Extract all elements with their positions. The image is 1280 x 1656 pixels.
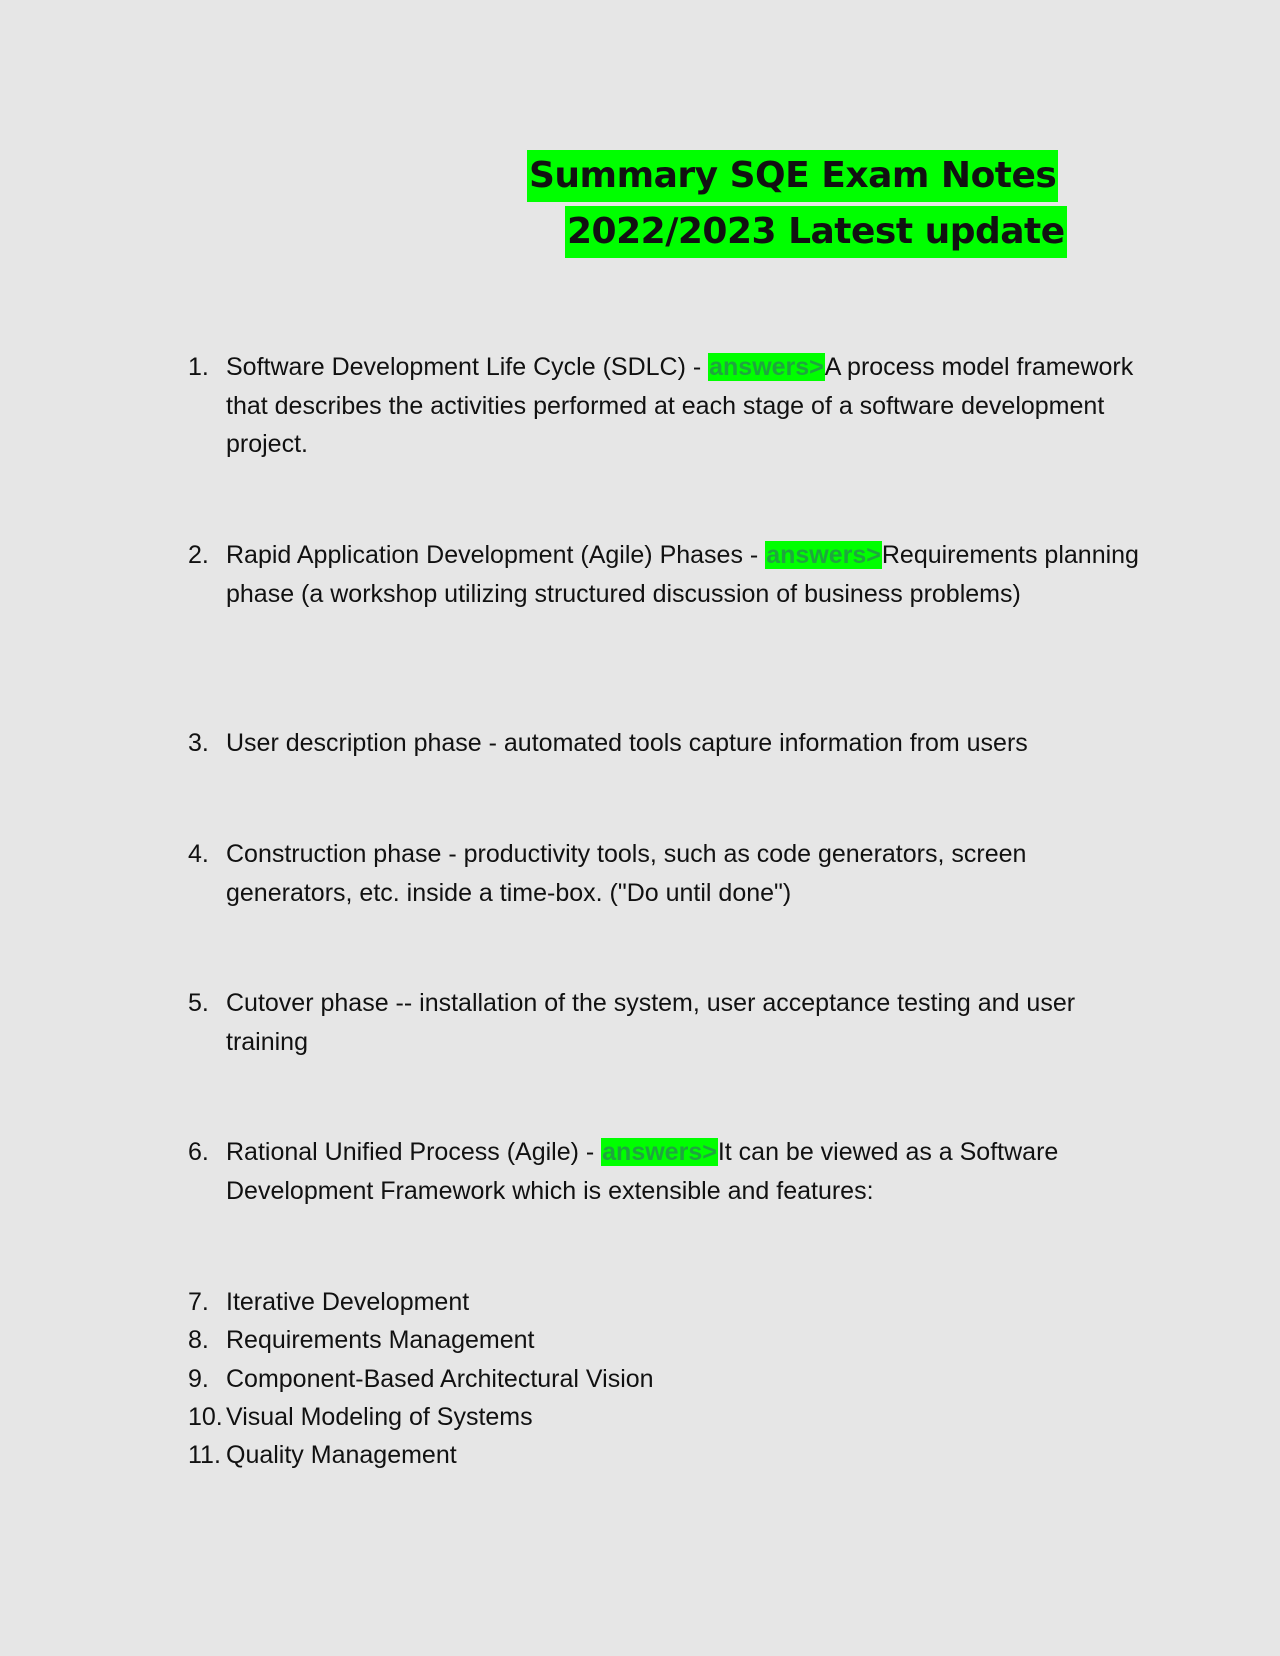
list-item-text: Component-Based Architectural Vision [226,1365,654,1393]
list-item [188,348,1148,464]
item-text-before: Software Development Life Cycle (SDLC) - [226,353,709,381]
list-item [188,1133,1148,1210]
list-item [188,1283,1148,1322]
list-item-text: Quality Management [226,1441,457,1469]
answers-marker: answers> [602,1138,717,1166]
list-item-text: Cutover phase -- installation of the system, user acceptance testing and user training [226,989,1076,1056]
list-item [188,984,1148,1061]
item-text-before: Rational Unified Process (Agile) - [226,1138,602,1166]
list-item-number: 6. [188,1138,209,1166]
list-item-number: 4. [188,840,209,868]
list-item-number: 9. [188,1365,209,1393]
item-text-after: It can be viewed as a Software Development Framework which is extensible and features: [226,1138,1059,1205]
list-item-text: Visual Modeling of Systems [226,1403,533,1431]
list-item-text: Requirements Management [226,1326,535,1354]
list-item-number: 1. [188,353,209,381]
list-item-text [226,1133,1148,1210]
title-line-2: 2022/2023 Latest update [565,206,1067,258]
list-item-number: 5. [188,989,209,1017]
list-item-number: 3. [188,729,209,757]
title-line-1: Summary SQE Exam Notes [527,150,1058,202]
list-item-text [226,536,1148,613]
list-item [188,1398,1148,1437]
item-text-after: A process model framework that describes the activities performed at each stage of a software development project. [226,353,1134,458]
list-item-text: User description phase - automated tools capture information from users [226,729,1028,757]
list-item [188,1436,1148,1475]
list-item-number: 10. [188,1403,223,1431]
list-item-text: Construction phase - productivity tools, such as code generators, screen generators, etc. inside a time-box. ("Do until done") [226,840,1027,907]
list-item-number: 8. [188,1326,209,1354]
list-item-number: 7. [188,1288,209,1316]
list-item [188,536,1148,613]
item-text-after: Requirements planning phase (a workshop utilizing structured discussion of business problems) [226,541,1139,608]
list-item [188,724,1148,763]
item-text-before: Rapid Application Development (Agile) Phases - [226,541,766,569]
list-item [188,1321,1148,1360]
list-item-number: 11. [188,1441,221,1469]
list-item [188,835,1148,912]
list-item-text: Iterative Development [226,1288,470,1316]
answers-marker: answers> [709,353,824,381]
answers-marker: answers> [766,541,881,569]
list-item-number: 2. [188,541,209,569]
list-item-text [226,348,1148,464]
list-item [188,1360,1148,1399]
